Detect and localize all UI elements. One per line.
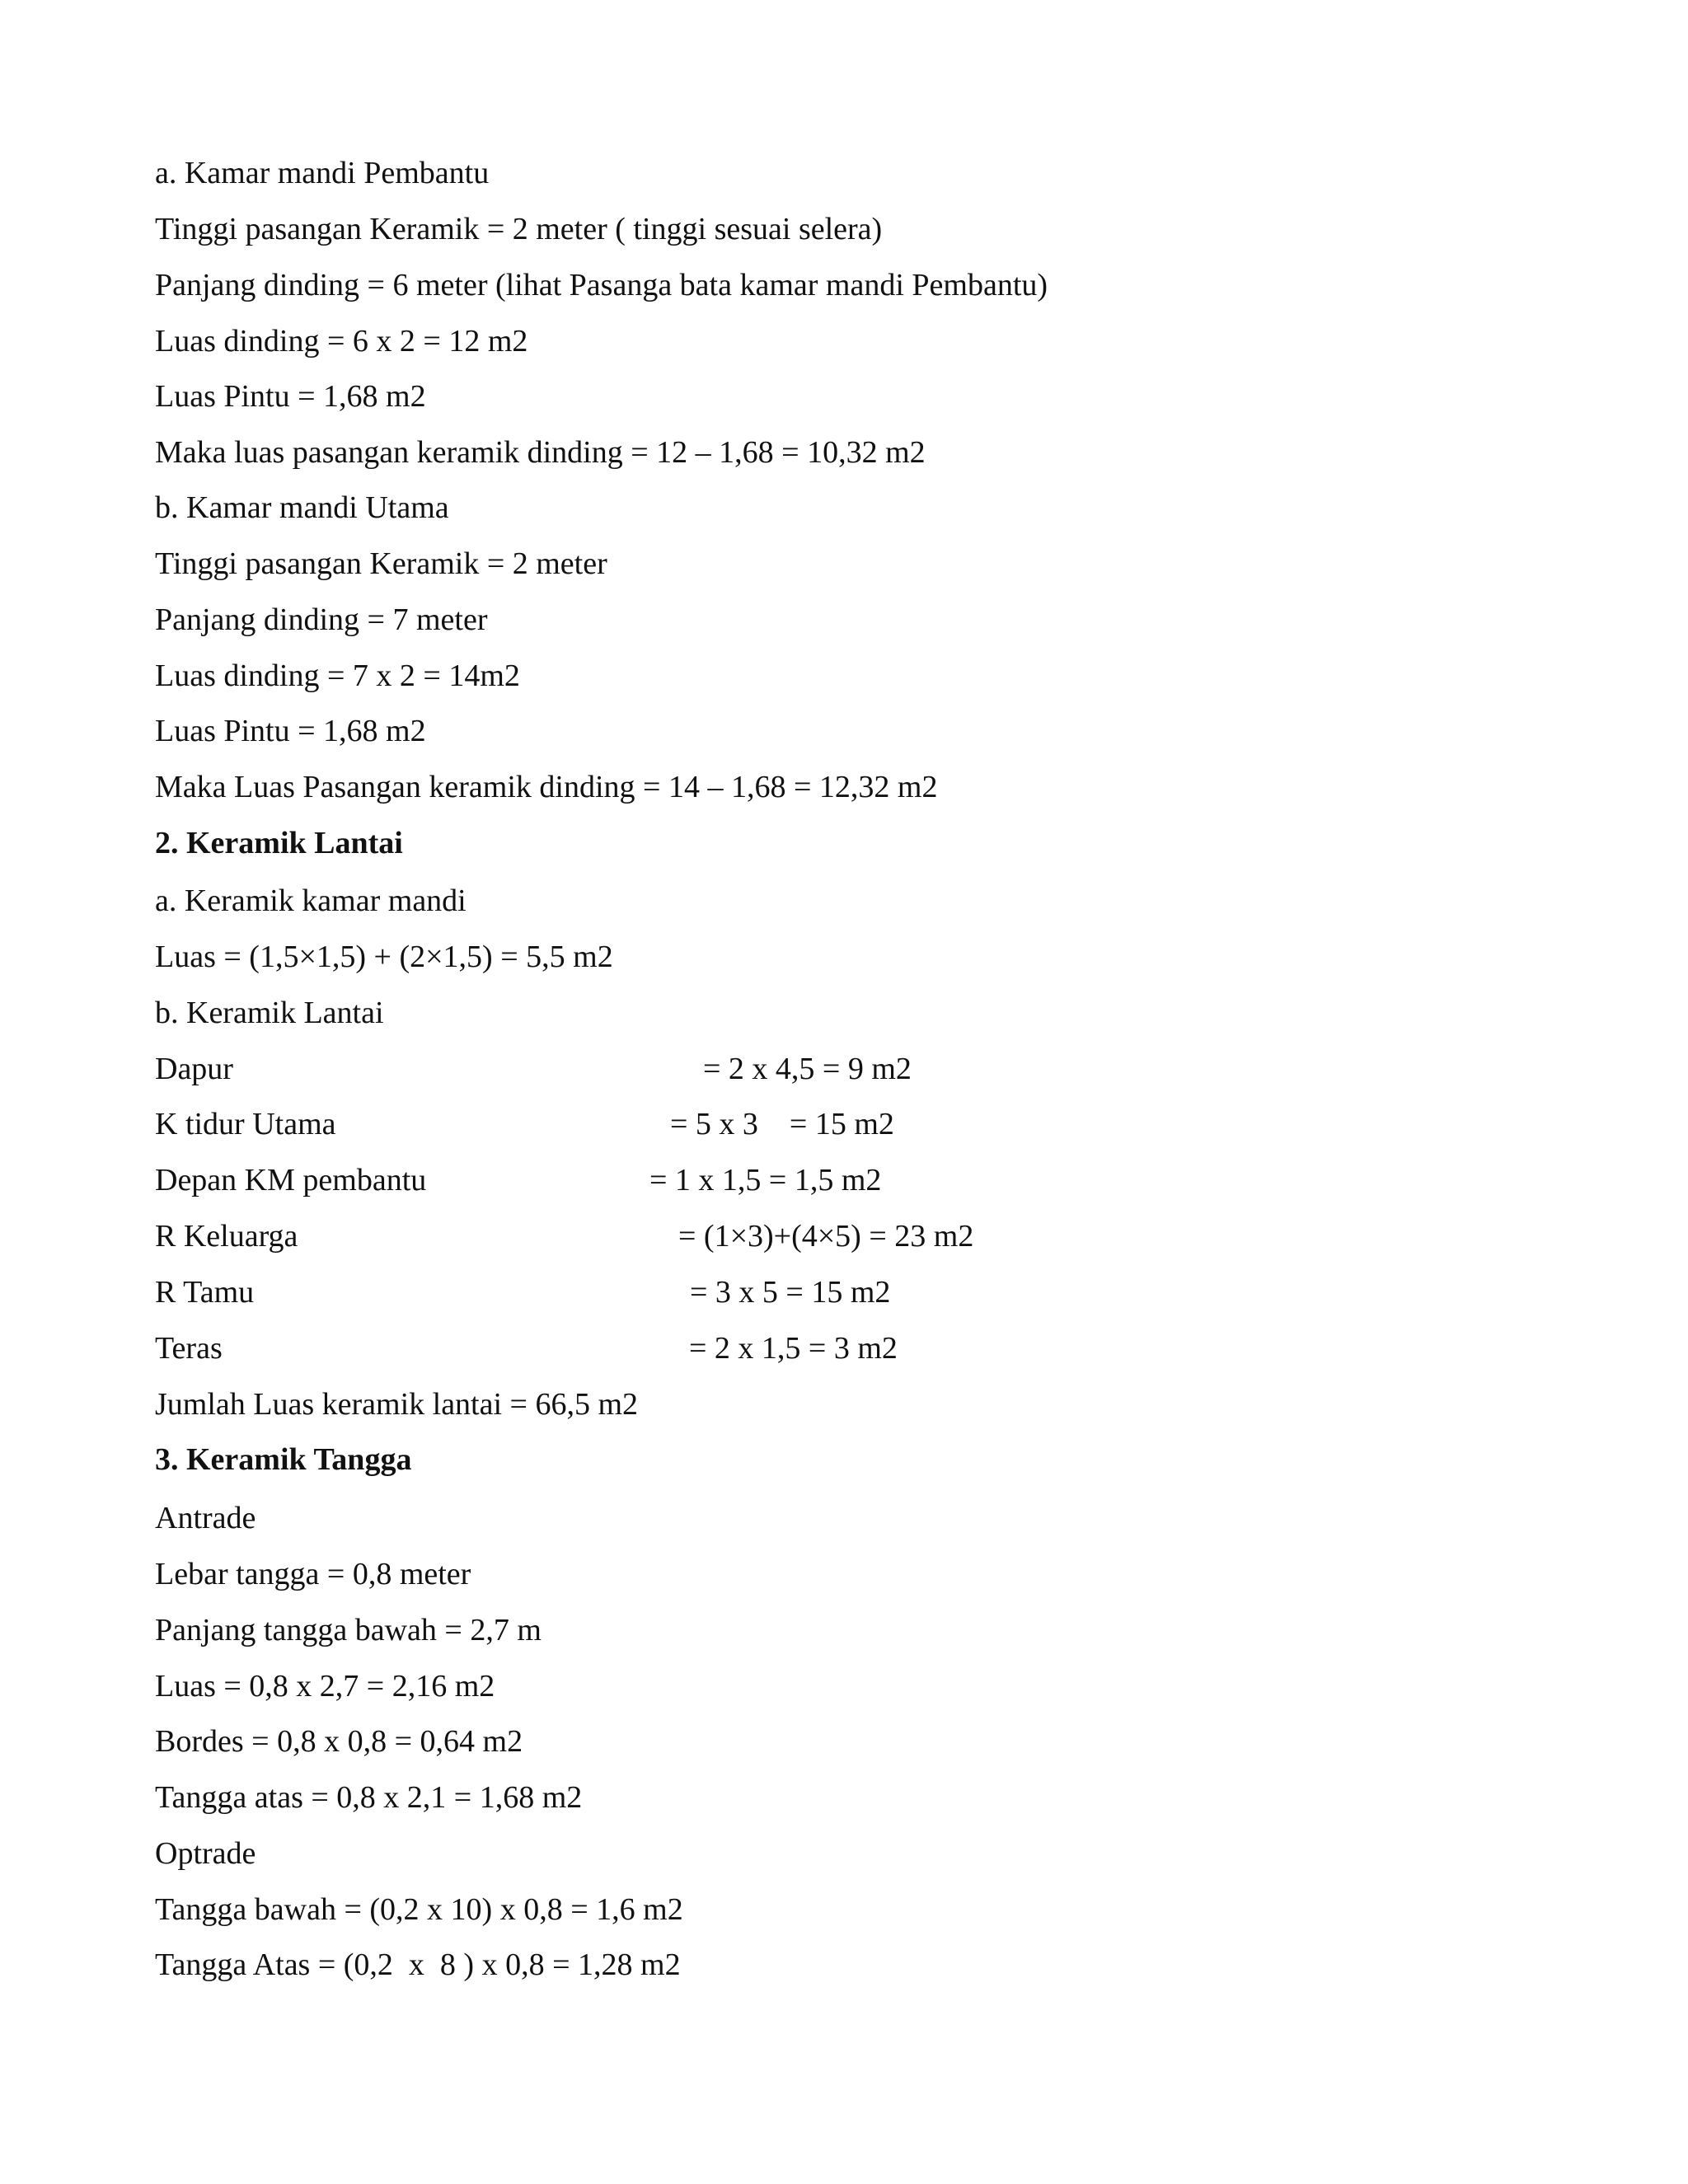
area-label: R Keluarga (155, 1219, 298, 1254)
subheading-optrade: Optrade (155, 1836, 256, 1871)
subheading-antrade: Antrade (155, 1501, 256, 1535)
area-value: = 2 x 1,5 = 3 m2 (689, 1331, 898, 1366)
text-line: Maka Luas Pasangan keramik dinding = 14 – 1,68 = 12,32 m2 (155, 770, 938, 804)
text-line: Panjang tangga bawah = 2,7 m (155, 1613, 542, 1647)
text-line: Luas Pintu = 1,68 m2 (155, 379, 426, 414)
text-line: Luas = 0,8 x 2,7 = 2,16 m2 (155, 1669, 495, 1704)
heading-keramik-lantai: 2. Keramik Lantai (155, 826, 403, 860)
section-title-kamar-mandi-pembantu: a. Kamar mandi Pembantu (155, 156, 490, 190)
text-line-jumlah: Jumlah Luas keramik lantai = 66,5 m2 (155, 1387, 639, 1422)
text-line: Luas dinding = 6 x 2 = 12 m2 (155, 324, 528, 359)
section-title-kamar-mandi-utama: b. Kamar mandi Utama (155, 490, 449, 525)
area-label: Dapur (155, 1052, 233, 1086)
text-line: Tangga atas = 0,8 x 2,1 = 1,68 m2 (155, 1780, 583, 1815)
area-label: K tidur Utama (155, 1107, 336, 1141)
area-value: = 1 x 1,5 = 1,5 m2 (649, 1163, 882, 1197)
heading-keramik-tangga: 3. Keramik Tangga (155, 1442, 412, 1477)
section-title-keramik-kamar-mandi: a. Keramik kamar mandi (155, 883, 467, 918)
area-label: R Tamu (155, 1275, 255, 1310)
text-line: Maka luas pasangan keramik dinding = 12 – 1,68 = 10,32 m2 (155, 435, 926, 470)
text-line: Tinggi pasangan Keramik = 2 meter (155, 546, 607, 581)
text-line: Bordes = 0,8 x 0,8 = 0,64 m2 (155, 1724, 523, 1759)
text-line: Luas Pintu = 1,68 m2 (155, 714, 426, 748)
text-line: Luas dinding = 7 x 2 = 14m2 (155, 658, 520, 693)
area-label: Teras (155, 1331, 223, 1366)
text-line: Panjang dinding = 7 meter (155, 602, 488, 637)
area-value: = 5 x 3 = 15 m2 (670, 1107, 894, 1141)
area-value: = 2 x 4,5 = 9 m2 (703, 1052, 912, 1086)
area-value: = (1×3)+(4×5) = 23 m2 (678, 1219, 974, 1254)
area-value: = 3 x 5 = 15 m2 (690, 1275, 891, 1310)
area-label: Depan KM pembantu (155, 1163, 427, 1197)
section-title-keramik-lantai: b. Keramik Lantai (155, 996, 384, 1030)
text-line: Lebar tangga = 0,8 meter (155, 1557, 471, 1591)
text-line: Luas = (1,5×1,5) + (2×1,5) = 5,5 m2 (155, 940, 613, 974)
text-line: Tangga bawah = (0,2 x 10) x 0,8 = 1,6 m2 (155, 1892, 683, 1927)
text-line: Panjang dinding = 6 meter (lihat Pasanga bata kamar mandi Pembantu) (155, 268, 1048, 302)
text-line: Tinggi pasangan Keramik = 2 meter ( tinggi sesuai selera) (155, 212, 883, 246)
text-line: Tangga Atas = (0,2 x 8 ) x 0,8 = 1,28 m2 (155, 1947, 681, 1982)
